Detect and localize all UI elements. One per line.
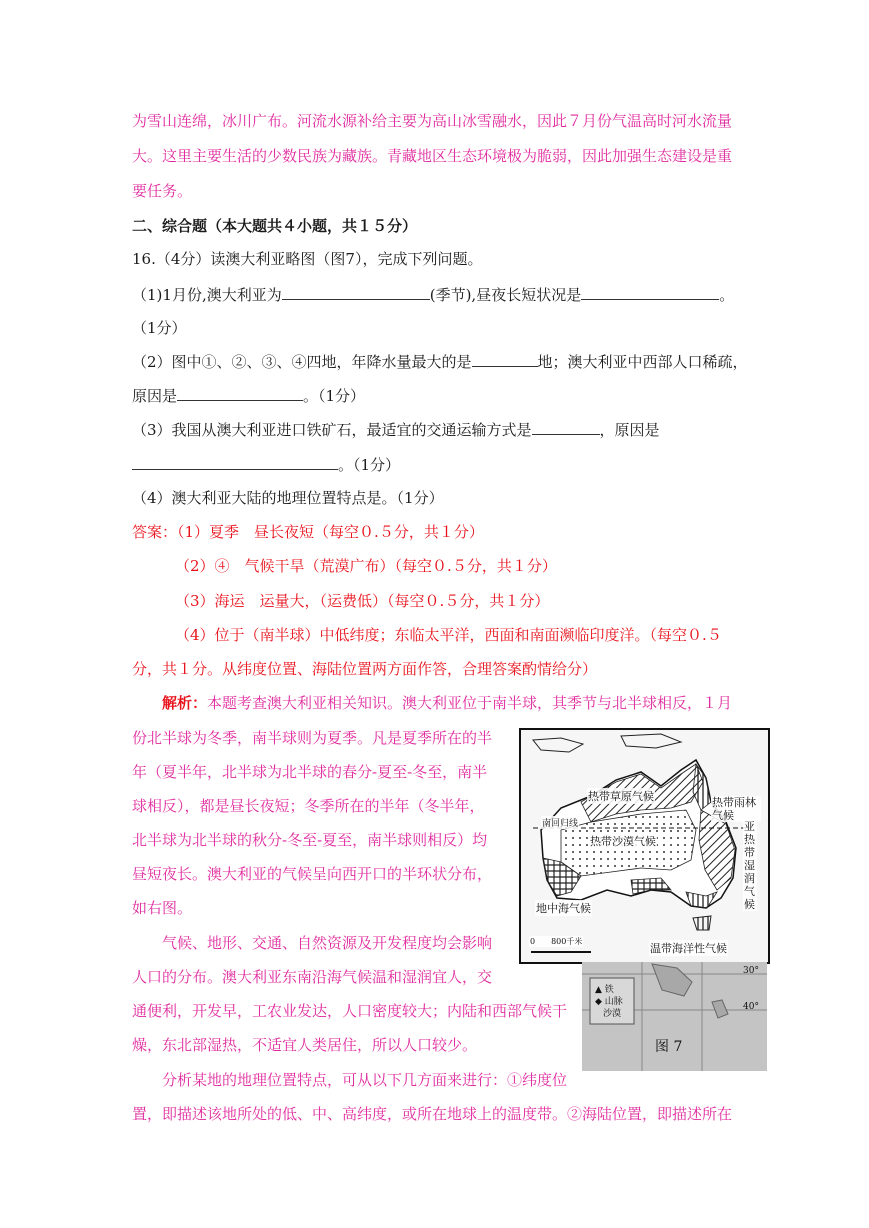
answer-blank	[282, 285, 430, 300]
q3-text-c: 。（1分）	[338, 456, 401, 474]
answer-blank	[532, 420, 600, 435]
q2-text-c: 原因是	[132, 387, 178, 405]
q1-text-c: 。	[719, 286, 735, 304]
analysis-line: 球相反），都是昼长夜短；冬季所在的半年（冬半年，	[132, 797, 485, 815]
label-tropical-rainforest: 热带雨林气候	[711, 796, 761, 822]
q1-points: （1分）	[132, 319, 187, 337]
figure-caption: 图 7	[655, 1039, 683, 1055]
latitude-label: 40°	[743, 1002, 759, 1012]
q1-text-a: （1)1月份,澳大利亚为	[132, 286, 282, 304]
q3-text-a: （3）我国从澳大利亚进口铁矿石，最适宜的交通运输方式是	[132, 421, 532, 439]
analysis-line: 人口的分布。澳大利亚东南沿海气候温和湿润宜人，交	[132, 968, 493, 986]
figure-7-photo	[582, 962, 767, 1071]
analysis-line	[162, 693, 732, 713]
analysis-line: 分析某地的地理位置特点，可从以下几方面来进行：①纬度位	[162, 1071, 568, 1089]
answer-blank	[472, 352, 538, 367]
legend-mountain: ◆ 山脉	[595, 997, 623, 1007]
label-tropical-grassland: 热带草原气候	[588, 790, 654, 803]
island-shape	[621, 734, 681, 748]
label-scale: 0 800千米	[530, 937, 583, 946]
analysis-line: 如右图。	[132, 899, 193, 917]
q2-text-b: 地；澳大利亚中西部人口稀疏，	[537, 353, 748, 371]
paragraph-line: 要任务。	[132, 182, 193, 200]
answer-blank	[177, 386, 303, 401]
question-part-4: （4）澳大利亚大陆的地理位置特点是。（1分）	[132, 489, 444, 507]
analysis-label: 解析：	[162, 694, 208, 712]
island-shape	[533, 738, 583, 752]
answer-blank	[132, 455, 338, 470]
answer-3: （3）海运 运量大，（运费低）（每空０.５分，共１分）	[175, 592, 550, 610]
answer-label: 答案：	[132, 523, 178, 541]
analysis-line: 气候、地形、交通、自然资源及开发程度均会影响	[162, 934, 493, 952]
answer-1: （1）夏季 昼长夜短（每空０.５分，共１分）	[177, 523, 484, 541]
question-stem: 16.（4分）读澳大利亚略图（图7），完成下列问题。	[132, 250, 483, 268]
analysis-line: 份北半球为冬季，南半球则为夏季。凡是夏季所在的半	[132, 729, 493, 747]
legend-iron: ▲ 铁	[595, 985, 614, 995]
section-heading: 二、综合题（本大题共４小题，共１５分）	[132, 217, 418, 235]
analysis-line: 昼短夜长。澳大利亚的气候呈向西开口的半环状分布，	[132, 865, 493, 883]
analysis-text: 本题考查澳大利亚相关知识。澳大利亚位于南半球，其季节与北半球相反，１月	[207, 694, 733, 712]
legend-desert: 沙漠	[603, 1009, 622, 1019]
q3-text-b: ，原因是	[599, 421, 660, 439]
paragraph-line: 为雪山连绵，冰川广布。河流水源补给主要为高山冰雪融水，因此７月份气温高时河水流量	[132, 112, 733, 130]
question-part-3-cont	[132, 455, 400, 475]
question-part-2-cont	[132, 386, 365, 406]
q2-text-a: （2）图中①、②、③、④四地，年降水量最大的是	[132, 353, 472, 371]
label-temperate-oceanic: 温带海洋性气候	[650, 942, 727, 955]
australia-climate-map	[519, 728, 770, 964]
label-subtropical-humid: 亚热带湿润气候	[744, 820, 755, 911]
analysis-line: 北半球为北半球的秋分-冬至-夏至，南半球则相反）均	[132, 831, 488, 849]
analysis-line: 通便利，开发早，工农业发达，人口密度较大；内陆和西部气候干	[132, 1002, 568, 1020]
analysis-line: 年（夏半年，北半球为北半球的春分-夏至-冬至，南半	[132, 763, 488, 781]
question-part-1	[132, 285, 734, 305]
answer-2: （2）④ 气候干旱（荒漠广布）（每空０.５分，共１分）	[175, 557, 557, 575]
latitude-label: 30°	[743, 966, 759, 976]
answer-line-1	[132, 522, 484, 542]
analysis-line: 置，即描述该地所处的低、中、高纬度，或所在地球上的温度带。②海陆位置，即描述所在	[132, 1105, 733, 1123]
tasmania-shape	[693, 916, 711, 930]
answer-blank	[581, 285, 719, 300]
label-tropic-line: 南回归线	[541, 816, 579, 829]
question-part-2	[132, 352, 748, 372]
label-mediterranean: 地中海气候	[536, 902, 591, 915]
q2-text-d: 。（1分）	[303, 387, 366, 405]
analysis-line: 燥，东北部湿热，不适宜人类居住，所以人口较少。	[132, 1036, 478, 1054]
question-part-3	[132, 420, 660, 440]
paragraph-line: 大。这里主要生活的少数民族为藏族。青藏地区生态环境极为脆弱，因此加强生态建设是重	[132, 147, 733, 165]
q1-text-b: (季节),昼夜长短状况是	[429, 286, 582, 304]
answer-4: （4）位于（南半球）中低纬度；东临太平洋，西面和南面濒临印度洋。（每空０.５	[175, 626, 722, 644]
answer-4-cont: 分，共１分。从纬度位置、海陆位置两方面作答，合理答案酌情给分）	[132, 660, 598, 678]
label-tropical-desert: 热带沙漠气候	[590, 835, 656, 848]
